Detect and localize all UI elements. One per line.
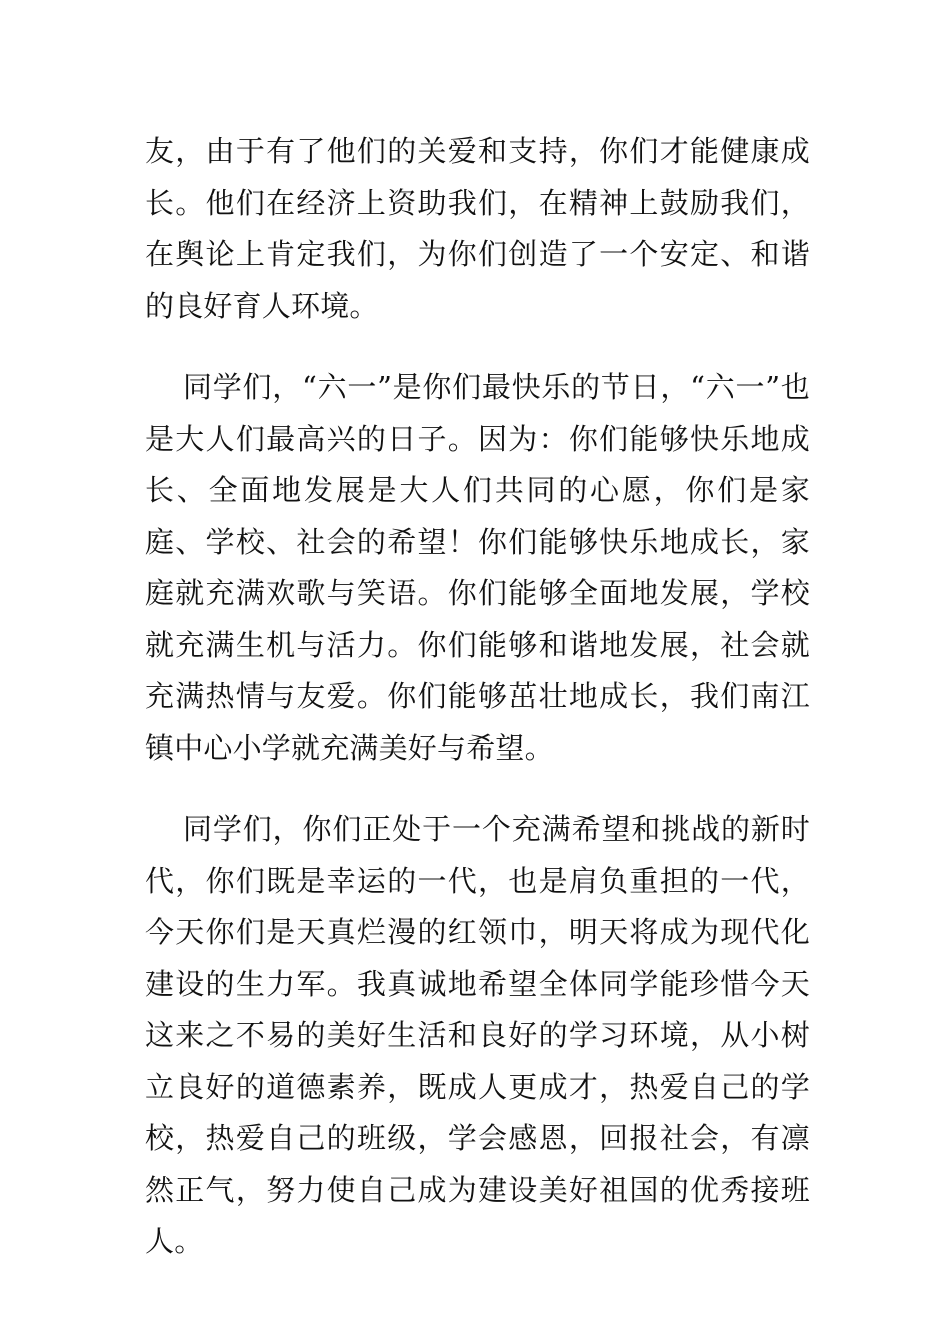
paragraph-continuation: 友，由于有了他们的关爱和支持，你们才能健康成长。他们在经济上资助我们，在精神上鼓励我们，在舆论上肯定我们，为你们创造了一个安定、和谐的良好育人环境。 <box>145 134 810 323</box>
paragraph-new-era: 同学们，你们正处于一个充满希望和挑战的新时代，你们既是幸运的一代，也是肩负重担的一代，今天你们是天真烂漫的红领巾，明天将成为现代化建设的生力军。我真诚地希望全体同学能珍惜今天这来之不易的美好生活和良好的学习环境，从小树立良好的道德素养，既成人更成才，热爱自己的学校，热爱自己的班级，学会感恩，回报社会，有凛然正气，努力使自己成为建设美好祖国的优秀接班人。 <box>145 812 810 1258</box>
document-body <box>145 126 810 1268</box>
paragraph-children-day: 同学们，“六一”是你们最快乐的节日，“六一”也是大人们最高兴的日子。因为：你们能够快乐地成长、全面地发展是大人们共同的心愿，你们是家庭、学校、社会的希望！你们能够快乐地成长，家庭就充满欢歌与笑语。你们能够全面地发展，学校就充满生机与活力。你们能够和谐地发展，社会就充满热情与友爱。你们能够茁壮地成长，我们南江镇中心小学就充满美好与希望。 <box>145 370 810 765</box>
